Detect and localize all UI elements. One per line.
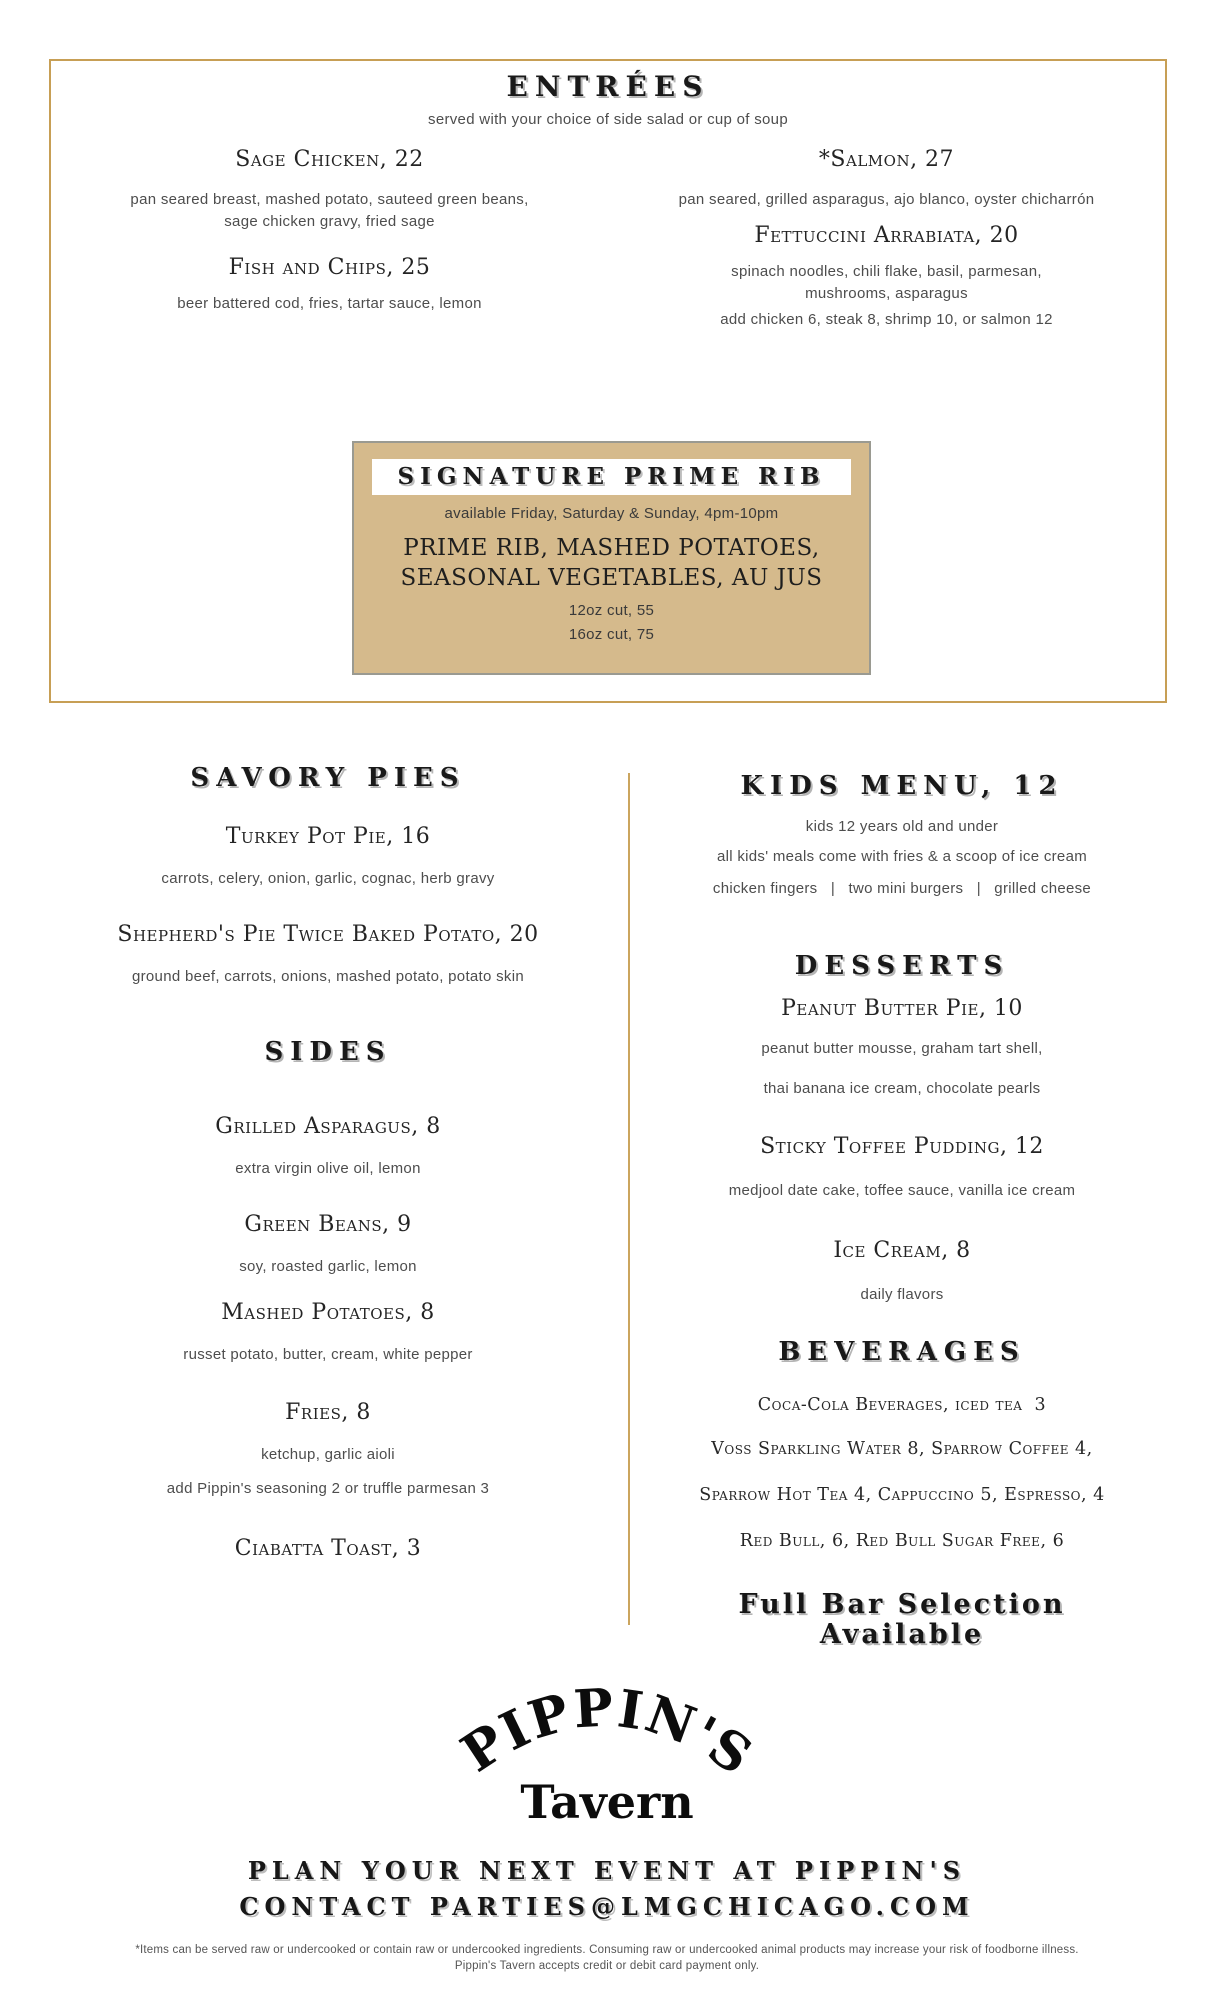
sides-title: SIDES <box>264 1037 392 1067</box>
beverage-line: Sparrow Hot Tea 4, Cappuccino 5, Espresso, 4 <box>699 1485 1105 1505</box>
menu-item-desc: pan seared, grilled asparagus, ajo blanco, oyster chicharrón <box>678 191 1095 208</box>
prime-rib-line: PRIME RIB, MASHED POTATOES, <box>403 535 820 561</box>
logo-graphic <box>442 1668 772 1828</box>
kids-menu-options: chicken fingers | two mini burgers | grilled cheese <box>712 880 1092 897</box>
menu-item-name: Sage Chicken, 22 <box>235 147 424 172</box>
menu-item-desc: sage chicken gravy, fried sage <box>224 213 435 230</box>
menu-item-name: Ciabatta Toast, 3 <box>234 1536 422 1561</box>
menu-item-name: Fish and Chips, 25 <box>228 255 431 280</box>
menu-item-desc: mushrooms, asparagus <box>805 285 968 302</box>
menu-item-name: Peanut Butter Pie, 10 <box>781 996 1023 1021</box>
menu-item-desc: medjool date cake, toffee sauce, vanilla ice cream <box>728 1182 1076 1199</box>
menu-item-desc: carrots, celery, onion, garlic, cognac, herb gravy <box>161 870 495 887</box>
prime-rib-line: SEASONAL VEGETABLES, AU JUS <box>400 565 823 591</box>
entrees-title: ENTRÉES <box>506 70 710 103</box>
event-line: PLAN YOUR NEXT EVENT AT PIPPIN'S <box>247 1856 967 1885</box>
svg-text:PIPPIN'S <box>451 1677 764 1788</box>
full-bar-note-line: Available <box>819 1619 985 1650</box>
menu-item-desc: ground beef, carrots, onions, mashed potato, potato skin <box>131 968 525 985</box>
prime-rib-availability: available Friday, Saturday & Sunday, 4pm-10pm <box>444 505 779 522</box>
entrees-right-column <box>608 145 1165 331</box>
savory-pies-title: SAVORY PIES <box>190 763 466 793</box>
menu-item-desc: daily flavors <box>860 1286 944 1303</box>
menu-item-desc: pan seared breast, mashed potato, sauteed green beans, <box>130 191 529 208</box>
menu-item-desc: peanut butter mousse, graham tart shell, <box>761 1040 1043 1057</box>
menu-item-name: Ice Cream, 8 <box>833 1238 971 1263</box>
beverage-line: Coca-Cola Beverages, iced tea 3 <box>757 1395 1047 1415</box>
entrees-left-column <box>51 145 608 331</box>
event-contact-block <box>0 1856 1214 1922</box>
column-divider <box>628 773 630 1625</box>
menu-item-name: Fries, 8 <box>285 1400 371 1425</box>
menu-item-addon: add chicken 6, steak 8, shrimp 10, or salmon 12 <box>720 311 1053 328</box>
entrees-subtitle: served with your choice of side salad or cup of soup <box>428 111 788 128</box>
menu-item-name: Fettuccini Arrabiata, 20 <box>754 223 1019 248</box>
menu-item-name: *Salmon, 27 <box>818 147 955 172</box>
menu-item-name: Shepherd's Pie Twice Baked Potato, 20 <box>117 922 539 947</box>
entrees-columns <box>51 145 1165 331</box>
right-column <box>636 762 1168 1650</box>
prime-rib-cut-price: 16oz cut, 75 <box>568 626 655 643</box>
menu-item-name: Mashed Potatoes, 8 <box>221 1300 435 1325</box>
pippins-tavern-logo <box>0 1668 1214 1833</box>
desserts-title: DESSERTS <box>794 951 1010 981</box>
beverage-line: Voss Sparkling Water 8, Sparrow Coffee 4, <box>711 1439 1093 1459</box>
menu-item-desc: soy, roasted garlic, lemon <box>239 1258 417 1275</box>
menu-item-desc: thai banana ice cream, chocolate pearls <box>763 1080 1041 1097</box>
menu-item-name: Turkey Pot Pie, 16 <box>225 824 431 849</box>
menu-item-desc: ketchup, garlic aioli <box>261 1446 395 1463</box>
menu-item-name: Grilled Asparagus, 8 <box>215 1114 441 1139</box>
menu-item-desc: russet potato, butter, cream, white pepper <box>183 1346 473 1363</box>
kids-menu-title: KIDS MENU, 12 <box>740 771 1064 801</box>
menu-item-name: Sticky Toffee Pudding, 12 <box>760 1134 1044 1159</box>
event-contact-line: CONTACT PARTIES@LMGCHICAGO.COM <box>239 1892 975 1921</box>
menu-item-addon: add Pippin's seasoning 2 or truffle parmesan 3 <box>166 1480 490 1497</box>
kids-menu-note: kids 12 years old and under <box>805 818 999 835</box>
menu-item-desc: beer battered cod, fries, tartar sauce, lemon <box>177 295 482 312</box>
prime-rib-cut-price: 12oz cut, 55 <box>568 602 655 619</box>
disclaimer-line: Pippin's Tavern accepts credit or debit card payment only. <box>454 1960 760 1972</box>
beverages-title: BEVERAGES <box>778 1337 1026 1367</box>
logo-name-text: PIPPIN'S <box>450 1677 765 1789</box>
menu-item-desc: extra virgin olive oil, lemon <box>235 1160 421 1177</box>
prime-rib-banner: SIGNATURE PRIME RIB <box>372 459 851 495</box>
logo-sub-text: Tavern <box>520 1775 694 1828</box>
left-column <box>28 762 628 1564</box>
kids-menu-note: all kids' meals come with fries & a scoop of ice cream <box>716 848 1088 865</box>
beverage-line: Red Bull, 6, Red Bull Sugar Free, 6 <box>739 1531 1065 1551</box>
menu-item-desc: spinach noodles, chili flake, basil, parmesan, <box>731 263 1042 280</box>
menu-item-name: Green Beans, 9 <box>244 1212 412 1237</box>
disclaimer-line: *Items can be served raw or undercooked or contain raw or undercooked ingredients. Consuming raw or undercooked animal products may increase your risk of foodborne illness. <box>135 1944 1079 1956</box>
full-bar-note-line: Full Bar Selection <box>738 1589 1066 1620</box>
prime-rib-feature-box <box>352 441 871 675</box>
disclaimer-block <box>0 1942 1214 1974</box>
